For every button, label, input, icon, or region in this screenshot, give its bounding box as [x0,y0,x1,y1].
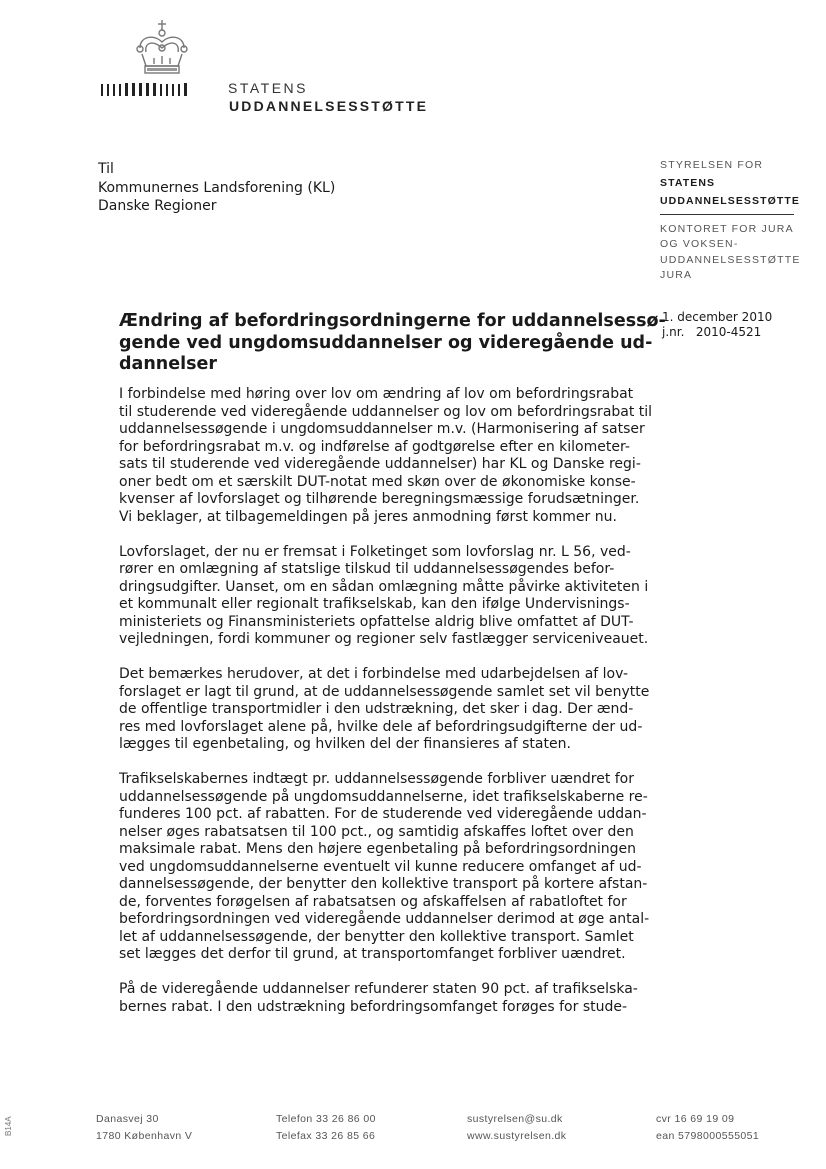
barcode-bar [153,83,156,96]
office-line: OG VOKSEN- [660,238,739,250]
body-line: Lovforslaget, der nu er fremsat i Folketinget som lovforslag nr. L 56, ved- [119,543,631,560]
body-line: kvenser af lovforslaget og tilhørende beregningsmæssige forudsætninger. [119,491,640,507]
footer-email[interactable]: sustyrelsen@su.dk [467,1113,563,1125]
body-line: uddannelsessøgende på ungdomsuddannelserne, idet trafikselskaberne re- [119,788,648,805]
barcode-bar [166,84,168,96]
barcode-bar [172,84,174,96]
logo-uddannelsesstotte: UDDANNELSESSTØTTE [229,98,429,114]
body-line: befordringsordningen ved videregående uddannelser derimod at øge antal- [119,911,650,928]
office-line: JURA [660,269,693,281]
office-line: UDDANNELSESSTØTTE [660,253,801,266]
body-line: På de videregående uddannelser refunderer staten 90 pct. af trafikselska- [119,981,638,998]
barcode-bars-icon [101,82,191,96]
body-line: funderes 100 pct. af rabatten. For de studerende ved videregående uddan- [119,806,647,823]
body-paragraph [119,666,650,754]
body-paragraph [119,981,644,1016]
footer-website[interactable]: www.sustyrelsen.dk [467,1130,567,1142]
letter-date: 1. december 2010 [662,310,773,324]
recipient-line: Danske Regioner [98,198,217,214]
barcode-bar [119,84,121,96]
body-line: Trafikselskabernes indtægt pr. uddannelsessøgende forbliver uændret for [119,771,635,788]
body-line: dannelsessøgende, der benytter den kollektive transport på kortere afstan- [119,876,648,893]
footer-line: Telefon 33 26 86 00 [276,1113,376,1125]
barcode-bar [101,84,103,96]
body-line: forslaget er lagt til grund, at de uddannelsessøgende samlet set vil benytte [119,683,650,700]
body-line: set lægges det derfor til grund, at transportomfanget forbliver uændret. [119,946,626,963]
footer-line: ean 5798000555051 [656,1130,760,1142]
recipient-block [98,160,335,216]
barcode-bar [184,83,187,96]
body-line: nelser øges rabatsatsen til 100 pct., og samtidig afskaffes loftet over den [119,823,634,840]
agency-line: UDDANNELSESSTØTTE [660,194,801,207]
body-line: ministeriets og Finansministeriets opfattelse aldrig blive omfattet af DUT- [119,613,634,630]
body-line: til studerende ved videregående uddannelser og lov om befordringsrabat til [119,403,653,420]
body-line: Vi beklager, at tilbagemeldingen på jeres anmodning først kommer nu. [119,508,617,525]
recipient-line: Kommunernes Landsforening (KL) [98,179,336,196]
body-line: de, forventes forøgelsen af rabatsatsen og afskaffelsen af rabatloftet for [119,893,627,910]
barcode-bar [146,83,149,96]
form-code: B14A [4,1116,13,1136]
footer-phone [276,1111,376,1145]
footer-address [96,1111,192,1145]
body-line: maksimale rabat. Mens den højere egenbetaling på befordringsordningen [119,841,636,858]
footer-line: 1780 København V [96,1130,193,1142]
body-line: Det bemærkes herudover, at det i forbindelse med udarbejdelsen af lov- [119,666,629,683]
barcode-bar [178,84,180,96]
body-line: vejledningen, fordi kommuner og regioner selv fastlægger serviceniveauet. [119,631,649,648]
letter-heading [119,311,666,376]
footer-line: cvr 16 69 19 09 [656,1113,735,1125]
body-line: uddannelsessøgende i ungdomsuddannelser m.v. (Harmonisering af satser [119,421,645,437]
body-line: oner bedt om et særskilt DUT-notat med skøn over de økonomiske konse- [119,473,636,490]
body-paragraph [119,386,653,526]
barcode-bar [113,84,115,96]
heading-line: dannelser [119,354,218,374]
barcode-bar [160,84,162,96]
body-line: res med lovforslaget alene på, hvilke dele af befordringsudgifterne der ud- [119,718,643,735]
barcode-bar [139,83,142,96]
footer-contact [467,1111,566,1145]
footer-line: Telefax 33 26 85 66 [276,1130,376,1142]
body-line: for befordringsrabat m.v. og indførelse af godtgørelse efter en kilometer- [119,438,630,455]
letter-body [119,386,653,1034]
agency-line: STYRELSEN FOR [660,159,764,171]
journal-number: j.nr. 2010-4521 [662,325,762,339]
sidebar-divider [660,214,794,215]
heading-line: gende ved ungdomsuddannelser og videregående ud- [119,332,653,353]
barcode-bar [125,83,128,96]
barcode-bar [107,84,109,96]
logo-statens: STATENS [228,80,308,96]
body-line: bernes rabat. I den udstrækning befordringsomfanget forøges for stude- [119,998,628,1015]
footer-line: Danasvej 30 [96,1113,159,1125]
body-paragraph [119,543,649,649]
body-line: dringsudgifter. Uanset, om en sådan omlægning måtte påvirke aktiviteten i [119,578,649,595]
sender-sidebar [660,158,800,284]
recipient-to: Til [98,161,114,177]
body-line: de offentlige transportmidler i den udstrækning, det sker i dag. Der ænd- [119,701,634,718]
body-line: I forbindelse med høring over lov om ændring af lov om befordringsrabat [119,386,634,402]
date-block [662,310,772,340]
body-line: ved ungdomsuddannelserne eventuelt vil kunne reducere omfanget af ud- [119,858,642,875]
office-line: KONTORET FOR JURA [660,222,794,235]
body-line: sats til studerende ved videregående uddannelser) har KL og Danske regi- [119,456,641,472]
barcode-bar [132,83,135,96]
heading-line: Ændring af befordringsordningerne for uddannelsessø- [119,311,666,331]
crown-icon [132,18,192,80]
body-paragraph [119,771,650,964]
body-line: let af uddannelsessøgende, der benytter den kollektive transport. Samlet [119,928,634,945]
body-line: et kommunalt eller regionalt trafikselskab, kan den ifølge Undervisnings- [119,596,630,613]
footer-ids [656,1111,759,1145]
body-line: lægges til egenbetaling, og hvilken del der finansieres af staten. [119,736,571,753]
body-line: rører en omlægning af statslige tilskud til uddannelsessøgendes befor- [119,561,615,578]
agency-line: STATENS [660,176,716,189]
